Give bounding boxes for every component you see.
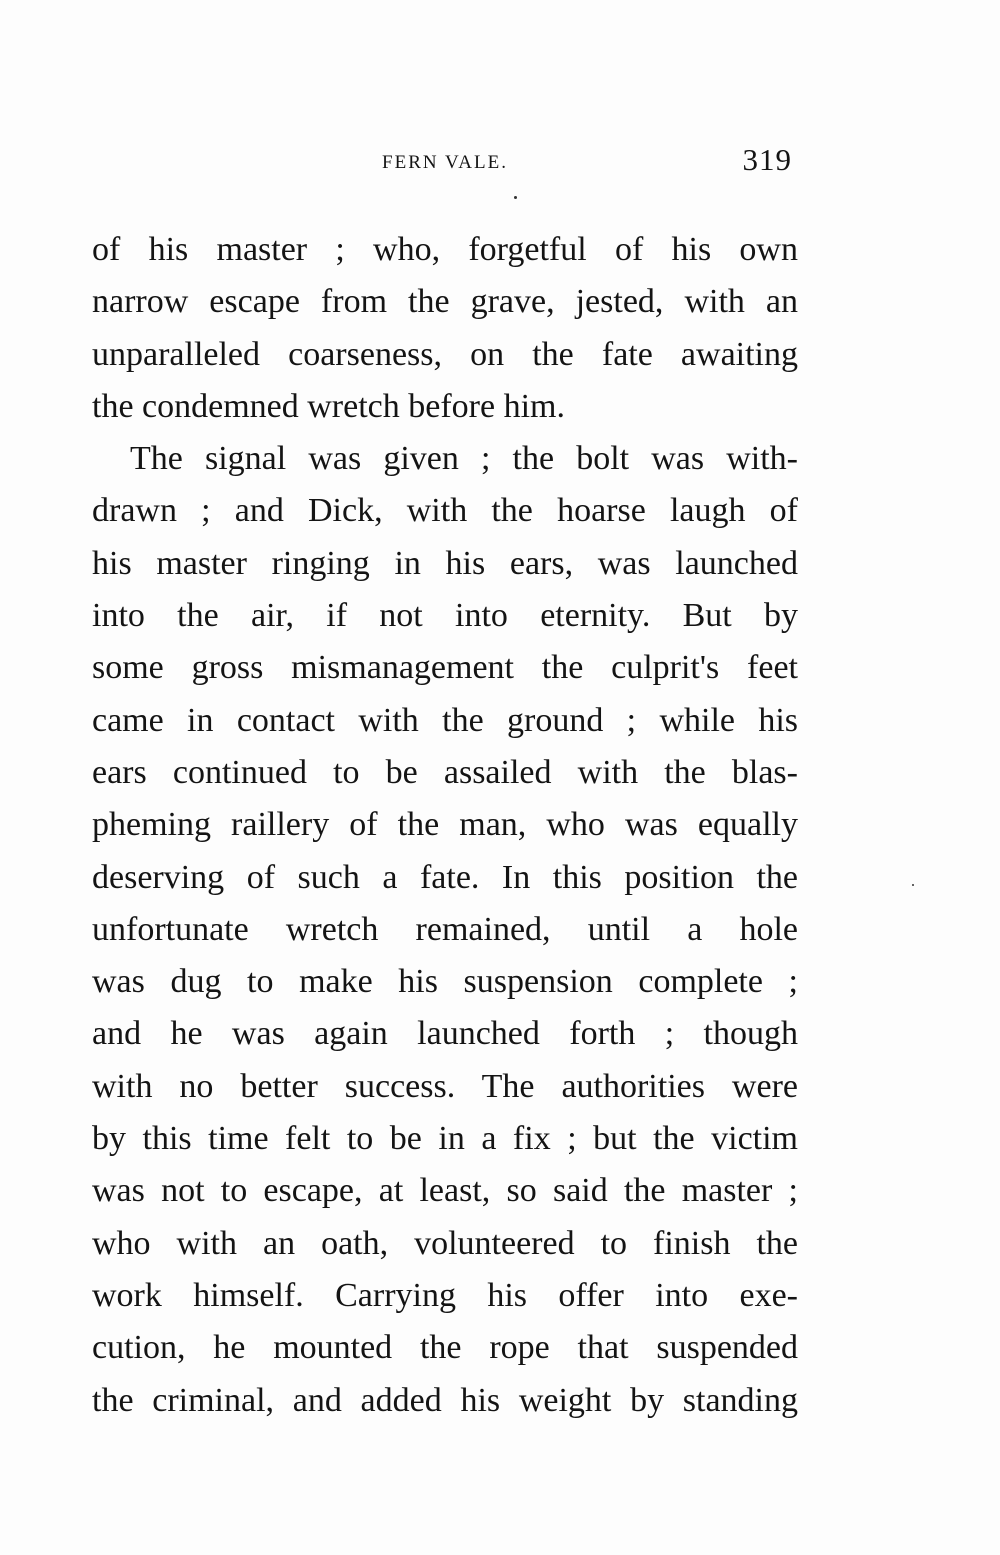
text-line: who with an oath, volunteered to finish the — [92, 1224, 798, 1262]
text-line: cution, he mounted the rope that suspended — [92, 1329, 798, 1367]
body-text — [92, 224, 798, 1427]
running-title: FERN VALE. — [382, 152, 508, 173]
text-line: was dug to make his suspension complete ; — [92, 963, 798, 1001]
text-line: his master ringing in his ears, was launched — [92, 544, 798, 582]
text-line: narrow escape from the grave, jested, with an — [92, 283, 798, 321]
text-line: by this time felt to be in a fix ; but the victim — [92, 1120, 798, 1158]
text-line: pheming raillery of the man, who was equally — [92, 806, 798, 844]
text-line: work himself. Carrying his offer into exe- — [92, 1276, 798, 1314]
text-line: into the air, if not into eternity. But by — [92, 597, 798, 635]
text-line: was not to escape, at least, so said the master ; — [92, 1172, 798, 1210]
text-line: the criminal, and added his weight by standing — [92, 1381, 798, 1419]
text-line: drawn ; and Dick, with the hoarse laugh of — [92, 492, 798, 530]
text-line: unparalleled coarseness, on the fate awaiting — [92, 335, 798, 373]
page-number: 319 — [742, 142, 792, 177]
text-line: with no better success. The authorities were — [92, 1067, 798, 1105]
text-line: ears continued to be assailed with the blas- — [92, 753, 798, 791]
text-line: some gross mismanagement the culprit's feet — [92, 649, 798, 687]
text-line: of his master ; who, forgetful of his own — [92, 231, 798, 268]
running-head — [92, 142, 798, 186]
text-line: came in contact with the ground ; while his — [92, 701, 798, 739]
paragraph-start-line: The signal was given ; the bolt was with- — [130, 440, 798, 478]
print-speck — [514, 196, 517, 199]
print-speck — [912, 884, 914, 886]
text-line: deserving of such a fate. In this position the — [92, 858, 798, 896]
paragraph-end-line: the condemned wretch before him. — [92, 387, 565, 425]
text-line: unfortunate wretch remained, until a hole — [92, 910, 798, 948]
text-line: and he was again launched forth ; though — [92, 1015, 798, 1053]
